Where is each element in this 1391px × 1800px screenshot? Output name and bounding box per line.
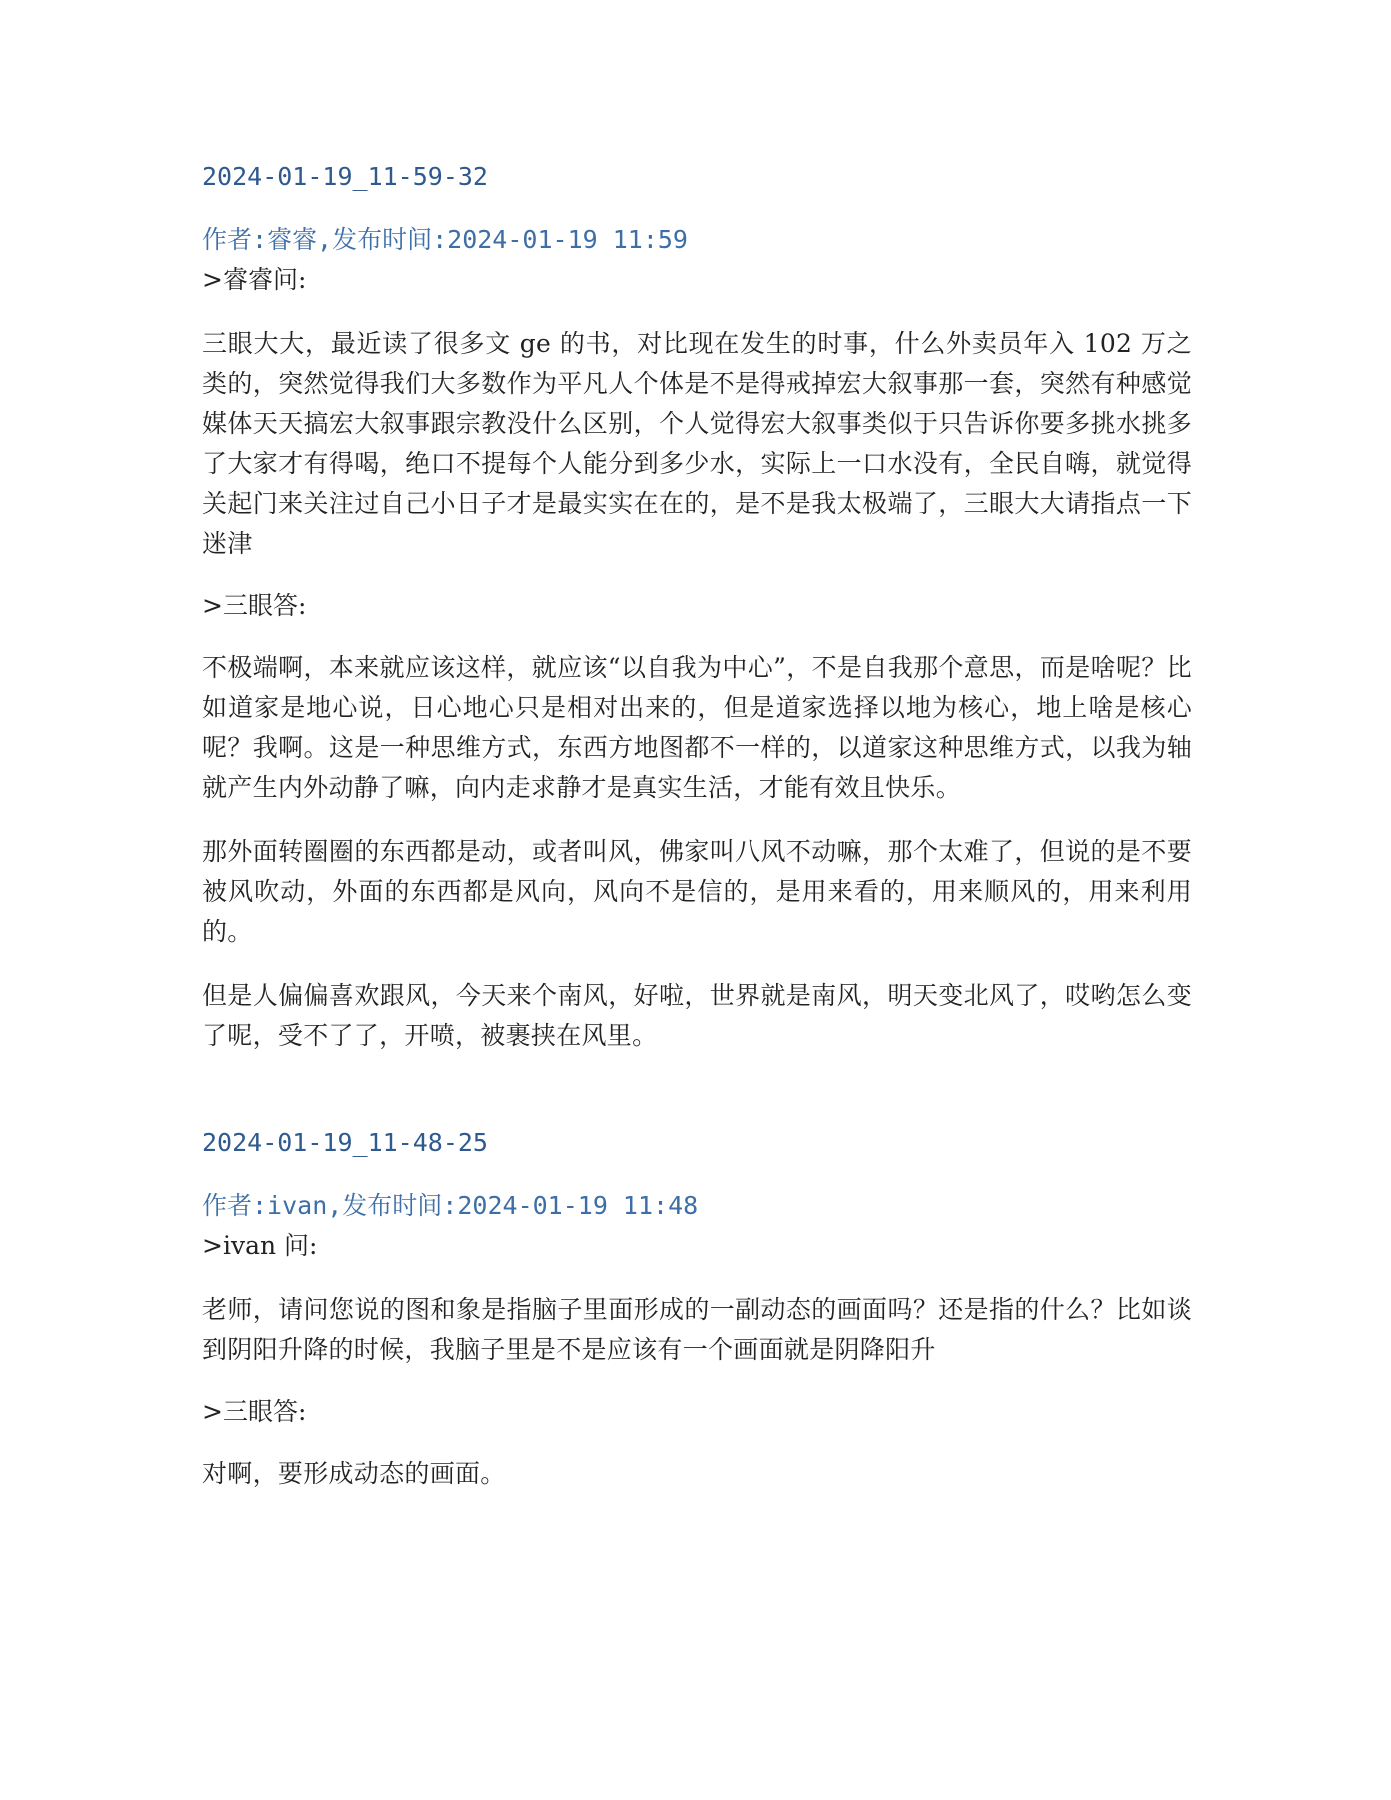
qa-entry: [202, 1126, 1192, 1494]
document-page: [202, 160, 1192, 1518]
answer-paragraph: 不极端啊，本来就应该这样，就应该“以自我为中心”，不是自我那个意思，而是啥呢？比如道家是地心说，日心地心只是相对出来的，但是道家选择以地为核心，地上啥是核心呢？我啊。这是一种思维方式，东西方地图都不一样的，以道家这种思维方式，以我为轴就产生内外动静了嘛，向内走求静才是真实生活，才能有效且快乐。: [202, 653, 1192, 802]
question-paragraph: 三眼大大，最近读了很多文 ge 的书，对比现在发生的时事，什么外卖员年入 102 万之类的，突然觉得我们大多数作为平凡人个体是不是得戒掉宏大叙事那一套，突然有种感觉媒体天天搞宏大叙事跟宗教没什么区别，个人觉得宏大叙事类似于只告诉你要多挑水挑多了大家才有得喝，绝口不提每个人能分到多少水，实际上一口水没有，全民自嗨，就觉得关起门来关注过自己小日子才是最实实在在的，是不是我太极端了，三眼大大请指点一下迷津: [202, 329, 1192, 558]
answer-label: >三眼答:: [202, 591, 307, 620]
question-label: >睿睿问:: [202, 265, 307, 294]
question-label: >ivan 问:: [202, 1231, 318, 1260]
answer-paragraph: 但是人偏偏喜欢跟风，今天来个南风，好啦，世界就是南风，明天变北风了，哎哟怎么变了呢，受不了了，开喷，被裹挟在风里。: [202, 981, 1192, 1050]
question-paragraph: 老师，请问您说的图和象是指脑子里面形成的一副动态的画面吗？还是指的什么？比如谈到阴阳升降的时候，我脑子里是不是应该有一个画面就是阴降阳升: [202, 1295, 1192, 1364]
entry-title: 2024-01-19_11-59-32: [202, 162, 488, 191]
author-meta: 作者:ivan,发布时间:2024-01-19 11:48: [202, 1191, 699, 1220]
qa-entry: [202, 160, 1192, 1056]
author-meta: 作者:睿睿,发布时间:2024-01-19 11:59: [202, 225, 688, 254]
answer-paragraph: 那外面转圈圈的东西都是动，或者叫风，佛家叫八风不动嘛，那个太难了，但说的是不要被风吹动，外面的东西都是风向，风向不是信的，是用来看的，用来顺风的，用来利用的。: [202, 837, 1192, 946]
entry-title: 2024-01-19_11-48-25: [202, 1128, 488, 1157]
answer-label: >三眼答:: [202, 1397, 307, 1426]
answer-paragraph: 对啊，要形成动态的画面。: [202, 1459, 506, 1488]
